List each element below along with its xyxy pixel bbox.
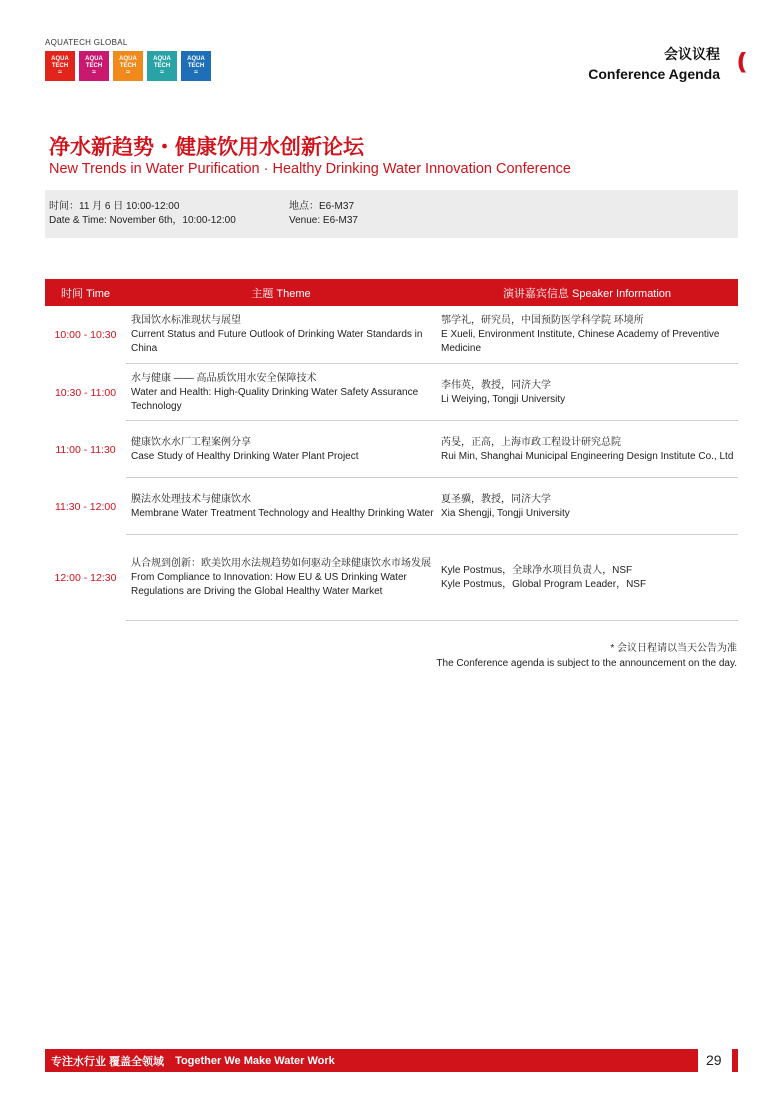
header-theme: 主题 Theme: [251, 287, 311, 300]
time-cell: 10:30 - 11:00: [54, 386, 117, 399]
theme-en: Case Study of Healthy Drinking Water Plant Project: [131, 450, 359, 462]
wave-icon: ≈: [160, 69, 164, 76]
speaker-zh: 芮旻，正高，上海市政工程设计研究总院: [441, 436, 621, 448]
page-number: 29: [706, 1052, 722, 1068]
footer-slogan-zh: 专注水行业 覆盖全领域: [51, 1055, 165, 1068]
conference-title-en: New Trends in Water Purification · Healthy Drinking Water Innovation Conference: [49, 161, 571, 177]
speaker-cell: [436, 421, 738, 478]
info-box: [45, 190, 738, 238]
speaker-cell: [436, 306, 738, 364]
logo-aquatech-4: [147, 51, 177, 81]
table-row: [45, 535, 738, 621]
wave-icon: ≈: [92, 69, 96, 76]
time-cell: 11:30 - 12:00: [54, 500, 117, 513]
brand-name: AQUATECH GLOBAL: [45, 38, 128, 47]
section-header: [588, 44, 720, 82]
theme-en: From Compliance to Innovation: How EU & US Drinking Water Regulations are Driving the Global Healthy Water Market: [131, 572, 407, 597]
agenda-table: [45, 279, 738, 621]
speaker-en: E Xueli, Environment Institute, Chinese Academy of Preventive Medicine: [441, 329, 720, 354]
venue-zh: 地点：E6-M37: [289, 201, 355, 212]
agenda-note: [436, 641, 737, 671]
row-divider: [126, 620, 738, 621]
table-row: [45, 421, 738, 478]
speaker-zh: 夏圣骥，教授，同济大学: [441, 493, 551, 505]
speaker-en: Li Weiying, Tongji University: [441, 393, 566, 405]
theme-zh: 膜法水处理技术与健康饮水: [131, 493, 251, 505]
logo-text: TECH: [187, 63, 205, 69]
logo-text: AQUA: [187, 56, 205, 62]
speaker-cell: [436, 478, 738, 535]
section-title-en: Conference Agenda: [588, 66, 720, 82]
speaker-zh: 李伟英，教授，同济大学: [441, 379, 551, 391]
section-title-zh: 会议议程: [664, 46, 720, 62]
conference-title-zh: 净水新趋势・健康饮用水创新论坛: [49, 136, 364, 159]
date-time: [49, 200, 236, 228]
logo-aquatech-2: [79, 51, 109, 81]
footer-bar: [45, 1049, 698, 1072]
table-header: [45, 279, 738, 306]
logo-aquatech-1: [45, 51, 75, 81]
logo-aquatech-5: [181, 51, 211, 81]
speaker-en: Rui Min, Shanghai Municipal Engineering Design Institute Co., Ltd: [441, 450, 734, 462]
logo-text: AQUA: [85, 56, 103, 62]
theme-en: Current Status and Future Outlook of Drinking Water Standards in China: [131, 329, 423, 354]
time-en: Date & Time: November 6th，10:00-12:00: [49, 215, 236, 226]
page-marker: [732, 1049, 738, 1072]
speaker-en: Kyle Postmus，Global Program Leader，NSF: [441, 579, 647, 590]
venue: [289, 200, 358, 228]
theme-cell: [126, 478, 436, 535]
logo-text: TECH: [119, 63, 137, 69]
header-speaker: 演讲嘉宾信息 Speaker Information: [502, 287, 672, 300]
speaker-zh: 鄂学礼，研究员，中国预防医学科学院 环境所: [441, 315, 644, 326]
time-cell: 10:00 - 10:30: [54, 329, 117, 341]
wave-icon: ≈: [58, 69, 62, 76]
note-en: The Conference agenda is subject to the announcement on the day.: [436, 658, 737, 669]
time-cell: 12:00 - 12:30: [54, 572, 117, 584]
logo-text: TECH: [153, 63, 171, 69]
footer-slogan-en: Together We Make Water Work: [175, 1054, 335, 1067]
theme-cell: [126, 364, 436, 421]
table-row: [45, 306, 738, 364]
theme-cell: [126, 535, 436, 621]
speaker-zh: Kyle Postmus，全球净水项目负责人，NSF: [441, 565, 633, 576]
theme-zh: 从合规到创新：欧美饮用水法规趋势如何驱动全球健康饮水市场发展: [131, 558, 431, 569]
speaker-cell: [436, 535, 738, 621]
venue-en: Venue: E6-M37: [289, 215, 358, 226]
logo-text: AQUA: [153, 56, 171, 62]
double-chevron-icon: ((: [737, 48, 740, 73]
theme-zh: 我国饮水标准现状与展望: [131, 315, 241, 326]
table-row: [45, 364, 738, 421]
speaker-cell: [436, 364, 738, 421]
theme-zh: 水与健康 —— 高品质饮用水安全保障技术: [131, 372, 317, 384]
logo-text: TECH: [51, 63, 69, 69]
logo-text: AQUA: [119, 56, 137, 62]
header-time: 时间 Time: [60, 287, 111, 300]
logo-text: TECH: [85, 63, 103, 69]
speaker-en: Xia Shengji, Tongji University: [441, 507, 570, 519]
theme-en: Water and Health: High-Quality Drinking Water Safety Assurance Technology: [131, 386, 419, 412]
wave-icon: ≈: [194, 69, 198, 76]
note-zh: * 会议日程请以当天公告为准: [610, 643, 737, 654]
theme-en: Membrane Water Treatment Technology and Healthy Drinking Water: [131, 507, 434, 519]
time-zh: 时间：11 月 6 日 10:00-12:00: [49, 201, 180, 212]
theme-cell: [126, 306, 436, 364]
logo-aquatech-3: [113, 51, 143, 81]
theme-cell: [126, 421, 436, 478]
logo-text: AQUA: [51, 56, 69, 62]
theme-zh: 健康饮水水厂工程案例分享: [131, 436, 251, 448]
brand-logos: [45, 51, 211, 81]
wave-icon: ≈: [126, 69, 130, 76]
table-row: [45, 478, 738, 535]
time-cell: 11:00 - 11:30: [55, 443, 116, 456]
